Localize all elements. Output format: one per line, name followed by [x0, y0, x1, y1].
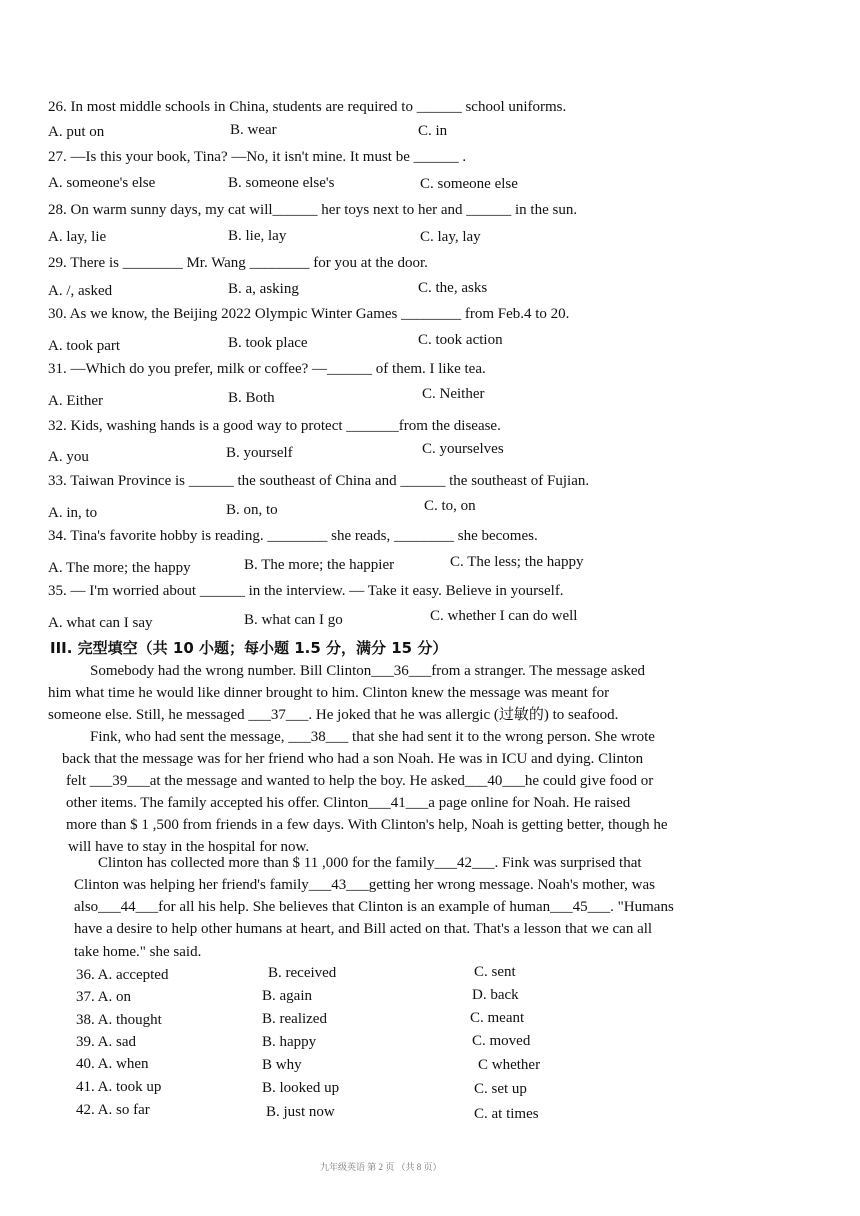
question-33-option-c: C. to, on	[424, 498, 476, 514]
question-26-option-a: A. put on	[48, 124, 105, 140]
page-footer: 九年级英语 第 2 页 （共 8 页）	[320, 1162, 442, 1172]
question-27-stem: 27. —Is this your book, Tina? —No, it isn't mine. It must be ______ .	[48, 149, 467, 165]
question-26-option-b: B. wear	[230, 122, 277, 138]
cloze-42-option-a: 42. A. so far	[76, 1102, 150, 1118]
cloze-39-option-c: C. moved	[472, 1033, 531, 1049]
question-29-option-b: B. a, asking	[228, 281, 299, 297]
question-32-option-c: C. yourselves	[422, 441, 504, 457]
question-27-option-a: A. someone's else	[48, 175, 156, 191]
question-30-stem: 30. As we know, the Beijing 2022 Olympic Winter Games ________ from Feb.4 to 20.	[48, 306, 570, 322]
question-30-option-a: A. took part	[48, 338, 121, 354]
question-27-option-b: B. someone else's	[228, 175, 335, 191]
cloze-40-option-b: B why	[262, 1057, 302, 1073]
cloze-42-option-b: B. just now	[266, 1104, 335, 1120]
passage-line: more than $ 1 ,500 from friends in a few days. With Clinton's help, Noah is getting better, though he	[66, 817, 668, 833]
passage-line: Clinton has collected more than $ 11 ,000 for the family___42___. Fink was surprised that	[98, 855, 642, 871]
passage-line: will have to stay in the hospital for now.	[68, 839, 310, 855]
passage-line: felt ___39___at the message and wanted to help the boy. He asked___40___he could give food or	[66, 773, 654, 789]
question-26-option-c: C. in	[418, 123, 448, 139]
question-28-option-a: A. lay, lie	[48, 229, 107, 245]
passage-line: Fink, who had sent the message, ___38___ that she had sent it to the wrong person. She wrote	[90, 729, 655, 745]
question-30-option-c: C. took action	[418, 332, 503, 348]
question-29-option-a: A. /, asked	[48, 283, 113, 299]
question-30-option-b: B. took place	[228, 335, 308, 351]
cloze-40-option-a: 40. A. when	[76, 1056, 149, 1072]
cloze-37-option-c: D. back	[472, 987, 519, 1003]
cloze-39-option-a: 39. A. sad	[76, 1034, 136, 1050]
cloze-41-option-c: C. set up	[474, 1081, 527, 1097]
cloze-38-option-a: 38. A. thought	[76, 1012, 162, 1028]
question-32-option-b: B. yourself	[226, 445, 293, 461]
cloze-36-option-b: B. received	[268, 965, 337, 981]
question-31-option-b: B. Both	[228, 390, 275, 406]
cloze-37-option-a: 37. A. on	[76, 989, 132, 1005]
passage-line: Clinton was helping her friend's family___43___getting her wrong message. Noah's mother, was	[74, 877, 655, 893]
question-32-option-a: A. you	[48, 449, 89, 465]
cloze-36-option-a: 36. A. accepted	[76, 967, 169, 983]
question-32-stem: 32. Kids, washing hands is a good way to protect _______from the disease.	[48, 418, 501, 434]
passage-line: Somebody had the wrong number. Bill Clinton___36___from a stranger. The message asked	[90, 663, 646, 679]
question-34-option-c: C. The less; the happy	[450, 554, 584, 570]
question-34-option-a: A. The more; the happy	[48, 560, 191, 576]
passage-line: someone else. Still, he messaged ___37___. He joked that he was allergic (过敏的) to seafood.	[48, 707, 619, 723]
section-heading: III. 完型填空（共 10 小题；每小题 1.5 分，满分 15 分）	[50, 639, 448, 657]
question-28-option-b: B. lie, lay	[228, 228, 287, 244]
cloze-39-option-b: B. happy	[262, 1034, 317, 1050]
passage-line: take home." she said.	[74, 944, 202, 960]
passage-line: also___44___for all his help. She believes that Clinton is an example of human___45___. "Humans	[74, 899, 674, 915]
cloze-40-option-c: C whether	[478, 1057, 541, 1073]
question-35-stem: 35. — I'm worried about ______ in the interview. — Take it easy. Believe in yourself.	[48, 583, 564, 599]
question-35-option-a: A. what can I say	[48, 615, 153, 631]
cloze-42-option-c: C. at times	[474, 1106, 539, 1122]
question-31-option-c: C. Neither	[422, 386, 485, 402]
cloze-38-option-b: B. realized	[262, 1011, 327, 1027]
passage-line: him what time he would like dinner brought to him. Clinton knew the message was meant for	[48, 685, 610, 701]
question-28-stem: 28. On warm sunny days, my cat will______ her toys next to her and ______ in the sun.	[48, 202, 578, 218]
cloze-41-option-b: B. looked up	[262, 1080, 340, 1096]
passage-line: back that the message was for her friend who had a son Noah. He was in ICU and dying. Clinton	[62, 751, 644, 767]
question-33-option-a: A. in, to	[48, 505, 98, 521]
question-26-stem: 26. In most middle schools in China, students are required to ______ school uniforms.	[48, 99, 567, 115]
cloze-41-option-a: 41. A. took up	[76, 1079, 162, 1095]
cloze-36-option-c: C. sent	[474, 964, 516, 980]
question-35-option-c: C. whether I can do well	[430, 608, 578, 624]
question-29-stem: 29. There is ________ Mr. Wang ________ for you at the door.	[48, 255, 428, 271]
question-28-option-c: C. lay, lay	[420, 229, 481, 245]
passage-line: have a desire to help other humans at heart, and Bill acted on that. That's a lesson that we can all	[74, 921, 653, 937]
passage-line: other items. The family accepted his offer. Clinton___41___a page online for Noah. He raised	[66, 795, 631, 811]
question-34-stem: 34. Tina's favorite hobby is reading. ________ she reads, ________ she becomes.	[48, 528, 538, 544]
question-34-option-b: B. The more; the happier	[244, 557, 395, 573]
question-35-option-b: B. what can I go	[244, 612, 343, 628]
question-31-option-a: A. Either	[48, 393, 103, 409]
cloze-38-option-c: C. meant	[470, 1010, 525, 1026]
question-27-option-c: C. someone else	[420, 176, 518, 192]
cloze-37-option-b: B. again	[262, 988, 312, 1004]
question-33-stem: 33. Taiwan Province is ______ the southeast of China and ______ the southeast of Fujian.	[48, 473, 590, 489]
question-29-option-c: C. the, asks	[418, 280, 488, 296]
question-31-stem: 31. —Which do you prefer, milk or coffee? —______ of them. I like tea.	[48, 361, 486, 377]
question-33-option-b: B. on, to	[226, 502, 278, 518]
